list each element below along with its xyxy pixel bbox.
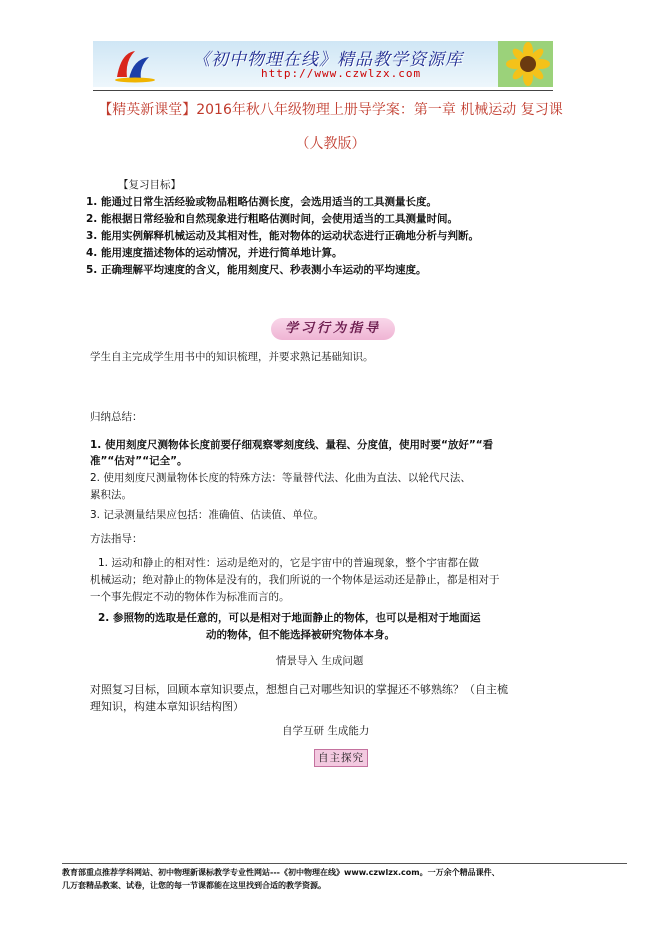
summary-item-2-cont: 累积法。: [90, 489, 132, 501]
site-logo-icon: [111, 47, 159, 83]
summary-heading: 归纳总结：: [90, 411, 143, 423]
method-heading: 方法指导：: [90, 533, 143, 545]
self-research-heading: 自学互研 生成能力: [282, 725, 370, 737]
document-subtitle: （人教版）: [295, 136, 366, 152]
review-goal-item: 3. 能用实例解释机械运动及其相对性，能对物体的运动状态进行正确地分析与判断。: [86, 230, 479, 242]
footer-rule: [62, 863, 627, 864]
header-rule: [93, 90, 553, 91]
footer-line-1: 教育部重点推荐学科网站、初中物理新课标教学专业性网站---《初中物理在线》www.czwlzx.com。一万余个精品课件、: [62, 868, 500, 877]
learning-guide-badge: 学习行为指导: [271, 318, 395, 340]
review-goals-heading: 【复习目标】: [118, 179, 181, 191]
scene-intro-heading: 情景导入 生成问题: [276, 655, 364, 667]
header-banner: [93, 41, 553, 87]
document-title: 【精英新课堂】2016年秋八年级物理上册导学案：第一章 机械运动 复习课: [98, 102, 563, 118]
summary-item-2: 2. 使用刻度尺测量物体长度的特殊方法：等量替代法、化曲为直法、以轮代尺法、: [90, 472, 471, 484]
self-study-text: 学生自主完成学生用书中的知识梳理，并要求熟记基础知识。: [90, 351, 374, 363]
sunflower-icon: [498, 41, 553, 87]
method-item-1-cont: 一个事先假定不动的物体作为标准而言的。: [90, 591, 290, 603]
banner-url: http://www.czwlzx.com: [261, 67, 422, 80]
method-item-2-cont: 动的物体，但不能选择被研究物体本身。: [206, 629, 395, 641]
summary-item-1: 1. 使用刻度尺测物体长度前要仔细观察零刻度线、量程、分度值，使用时要“放好”“看: [90, 439, 494, 451]
method-item-1-cont: 机械运动；绝对静止的物体是没有的，我们所说的一个物体是运动还是静止，都是相对于: [90, 574, 500, 586]
banner-title: 《初中物理在线》精品教学资源库: [193, 50, 463, 70]
review-goal-item: 4. 能用速度描述物体的运动情况，并进行简单地计算。: [86, 247, 343, 259]
footer-line-2: 几万套精品教案、试卷，让您的每一节课都能在这里找到合适的教学资源。: [62, 881, 326, 890]
contrast-prompt-cont: 理知识，构建本章知识结构图）: [90, 700, 244, 713]
review-goal-item: 2. 能根据日常经验和自然现象进行粗略估测时间，会使用适当的工具测量时间。: [86, 213, 458, 225]
summary-item-3: 3. 记录测量结果应包括：准确值、估读值、单位。: [90, 509, 324, 521]
method-item-2: 2. 参照物的选取是任意的，可以是相对于地面静止的物体，也可以是相对于地面运: [98, 612, 481, 624]
method-item-1: 1. 运动和静止的相对性：运动是绝对的，它是宇宙中的普遍现象，整个宇宙都在做: [98, 557, 479, 569]
review-goal-item: 1. 能通过日常生活经验或物品粗略估测长度，会选用适当的工具测量长度。: [86, 196, 437, 208]
review-goal-item: 5. 正确理解平均速度的含义，能用刻度尺、秒表测小车运动的平均速度。: [86, 264, 427, 276]
contrast-prompt: 对照复习目标，回顾本章知识要点，想想自己对哪些知识的掌握还不够熟练？（自主梳: [90, 683, 508, 696]
summary-item-1-cont: 准”“估对”“记全”。: [90, 455, 188, 467]
self-explore-label: 自主探究: [314, 749, 368, 767]
